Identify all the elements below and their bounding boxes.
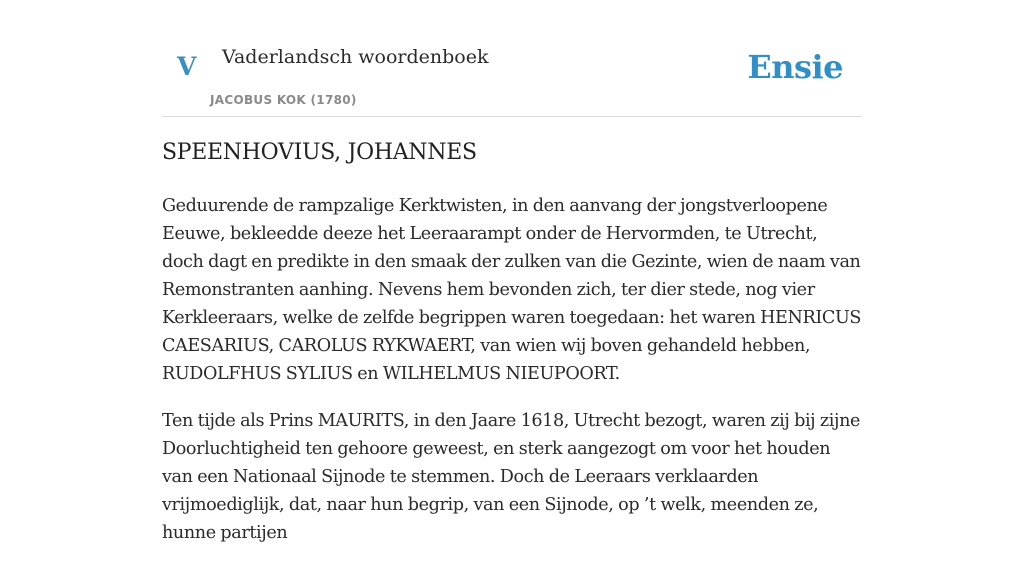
brand-logo-link[interactable]: Ensie [747,48,843,86]
entry-body [162,192,862,566]
letter-index-link[interactable]: V [177,52,197,81]
entry-title: SPEENHOVIUS, JOHANNES [162,140,477,165]
article-page [162,0,862,543]
entry-paragraph: Ten tijde als Prins MAURITS, in den Jaare 1618, Utrecht bezogt, waren zij bij zijne Doorluchtigheid ten gehoore geweest, en sterk aangezogt om voor het houden van een Nationaal Sijnode te stemmen. Doch de Leeraars verklaarden vrijmoediglijk, dat, naar hun begrip, van een Sijnode, op ’t welk, meenden ze, hunne partijen [162,411,861,543]
book-title-link[interactable]: Vaderlandsch woordenboek [222,46,489,68]
entry-paragraph: Geduurende de rampzalige Kerktwisten, in den aanvang der jongstverloopene Eeuwe, bekleedde deeze het Leeraarampt onder de Hervormden, te Utrecht, doch dagt en predikte in den smaak der zulken van die Gezinte, wien de naam van Remonstranten aanhing. Nevens hem bevonden zich, ter dier stede, nog vier Kerkleeraars, welke de zelfde begrippen waren toegedaan: het waren HENRICUS CAESARIUS, CAROLUS RYKWAERT, van wien wij boven gehandeld hebben, RUDOLFHUS SYLIUS en WILHELMUS NIEUPOORT. [162,196,862,384]
book-header [162,0,862,117]
book-author: JACOBUS KOK (1780) [210,93,357,107]
